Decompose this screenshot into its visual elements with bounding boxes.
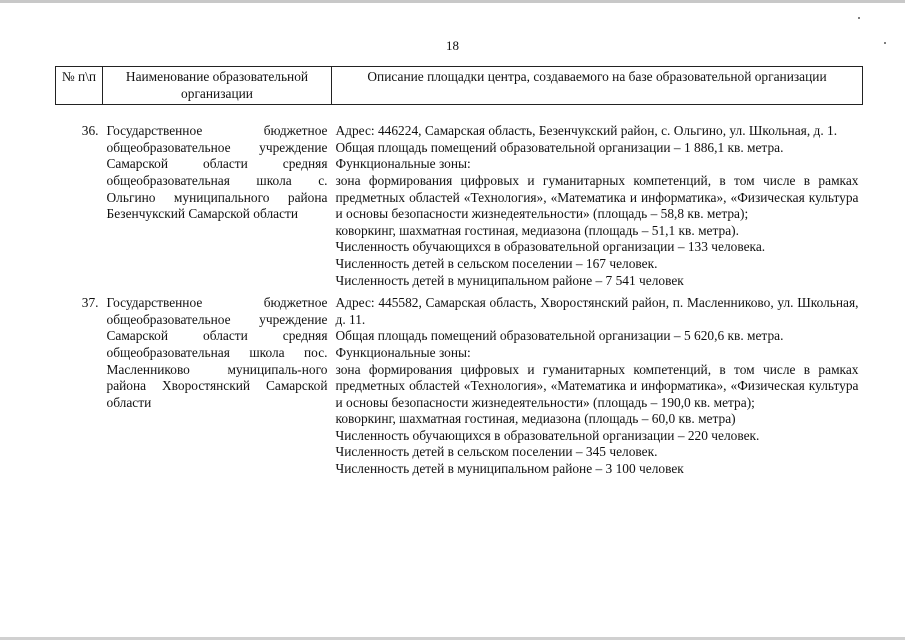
description-line: Функциональные зоны: (335, 344, 471, 360)
row-number: 36. (81, 123, 99, 139)
description-line: Численность обучающихся в образовательной организации – 133 человека. (335, 239, 766, 255)
description-line: зона формирования цифровых и гуманитарных компетенций, в том числе в рамках предметных областей «Технология», «Математика и информатика», «Физическая культура и основы безопасности жизнедеятельности» (площадь – 58,8 кв. метра); (335, 172, 859, 222)
description-line: Общая площадь помещений образовательной организации – 5 620,6 кв. метра. (335, 328, 784, 344)
site-description (332, 295, 863, 478)
organization-name: Государственное бюджетное общеобразовательное учреждение Самарской области средняя общеобразовательная школа с. Ольгино муниципального района Безенчукский Самарской области (106, 123, 328, 222)
description-line: Численность обучающихся в образовательной организации – 220 человек. (335, 427, 760, 443)
table-spacer (56, 105, 863, 124)
scan-speck (858, 17, 860, 19)
table-row (56, 123, 863, 289)
header-desc: Описание площадки центра, создаваемого на базе образовательной организации (332, 67, 863, 105)
description-line: зона формирования цифровых и гуманитарных компетенций, в том числе в рамках предметных областей «Технология», «Математика и информатика», «Физическая культура и основы безопасности жизнедеятельности» (площадь – 190,0 кв. метра); (335, 361, 859, 410)
description-line: Адрес: 446224, Самарская область, Безенчукский район, с. Ольгино, ул. Школьная, д. 1. (335, 123, 838, 139)
description-line: коворкинг, шахматная гостиная, медиазона (площадь – 51,1 кв. метра). (335, 222, 739, 238)
organization-name: Государственное бюджетное общеобразовательное учреждение Самарской области средняя общеобразовательная школа пос. Масленниково муниципаль-ного района Хворостянский Самарской области (106, 295, 328, 410)
description-line: Адрес: 445582, Самарская область, Хворостянский район, п. Масленниково, ул. Школьная, д. 11. (335, 295, 859, 327)
description-line: Численность детей в муниципальном районе – 7 541 человек (335, 272, 684, 288)
table-header-row (56, 67, 863, 105)
scan-top-edge (0, 0, 905, 3)
header-name: Наименование образовательной организации (103, 67, 332, 105)
description-line: Функциональные зоны: (335, 156, 471, 172)
header-num: № п\п (56, 67, 103, 105)
page-number: 18 (446, 38, 459, 53)
description-line: коворкинг, шахматная гостиная, медиазона (площадь – 60,0 кв. метра) (335, 411, 736, 427)
table-row (56, 295, 863, 478)
description-line: Численность детей в муниципальном районе – 3 100 человек (335, 461, 684, 477)
schools-table (55, 66, 863, 478)
row-number: 37. (81, 295, 99, 311)
site-description (332, 123, 863, 289)
description-line: Численность детей в сельском поселении – 345 человек. (335, 444, 658, 460)
description-line: Численность детей в сельском поселении – 167 человек. (335, 255, 658, 271)
description-line: Общая площадь помещений образовательной организации – 1 886,1 кв. метра. (335, 139, 784, 155)
